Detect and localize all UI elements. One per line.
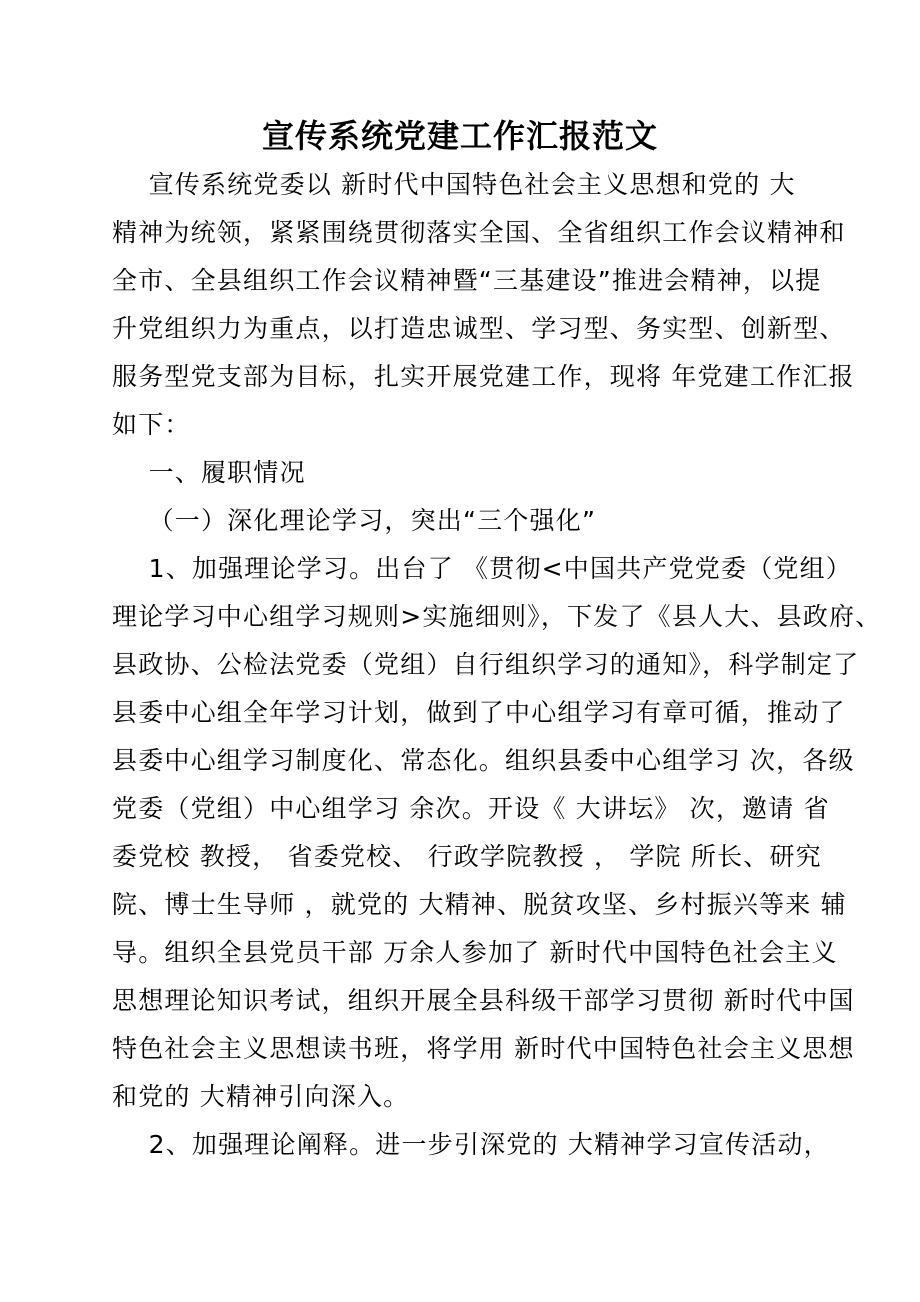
paragraph-line: 和党的 大精神引向深入。 [112, 1082, 410, 1111]
paragraph-line: 2、加强理论阐释。进一步引深党的 大精神学习宣传活动， [112, 1130, 830, 1159]
paragraph-line: 院、博士生导师 ，就党的 大精神、脱贫攻坚、乡村振兴等来 辅 [112, 890, 847, 919]
paragraph-line: 导。组织全县党员干部 万余人参加了 新时代中国特色社会主义 [112, 938, 838, 967]
paragraph-line: 升党组织力为重点，以打造忠诚型、学习型、务实型、创新型、 [112, 314, 846, 343]
paragraph-line: 如下： [112, 410, 191, 439]
paragraph-line: 特色社会主义思想读书班，将学用 新时代中国特色社会主义思想 [112, 1034, 855, 1063]
subsection-heading: （一）深化理论学习，突出“三个强化” [112, 506, 597, 535]
document-title: 宣传系统党建工作汇报范文 [261, 117, 658, 155]
paragraph-line: 宣传系统党委以 新时代中国特色社会主义思想和党的 大 [112, 170, 796, 199]
paragraph-line: 理论学习中心组学习规则>实施细则》，下发了《县人大、县政府、 [112, 602, 882, 631]
paragraph-line: 县政协、公检法党委（党组）自行组织学习的通知》，科学制定了 [112, 650, 860, 679]
section-heading: 一、履职情况 [112, 458, 306, 487]
paragraph-line: 县委中心组学习制度化、常态化。组织县委中心组学习 次，各级 [112, 746, 855, 775]
paragraph-line: 委党校 教授， 省委党校、 行政学院教授 ， 学院 所长、研究 [112, 842, 822, 871]
paragraph-line: 1、加强理论学习。出台了 《贯彻<中国共产党党委（党组） [112, 554, 852, 583]
paragraph-line: 思想理论知识考试，组织开展全县科级干部学习贯彻 新时代中国 [112, 986, 855, 1015]
paragraph-line: 全市、全县组织工作会议精神暨“三基建设”推进会精神，以提 [112, 266, 822, 295]
paragraph-line: 县委中心组全年学习计划，做到了中心组学习有章可循，推动了 [112, 698, 846, 727]
paragraph-line: 服务型党支部为目标，扎实开展党建工作，现将 年党建工作汇报 [112, 362, 855, 391]
paragraph-line: 党委（党组）中心组学习 余次。开设《 大讲坛》 次，邀请 省 [112, 794, 830, 823]
paragraph-line: 精神为统领，紧紧围绕贯彻落实全国、全省组织工作会议精神和 [112, 218, 846, 247]
